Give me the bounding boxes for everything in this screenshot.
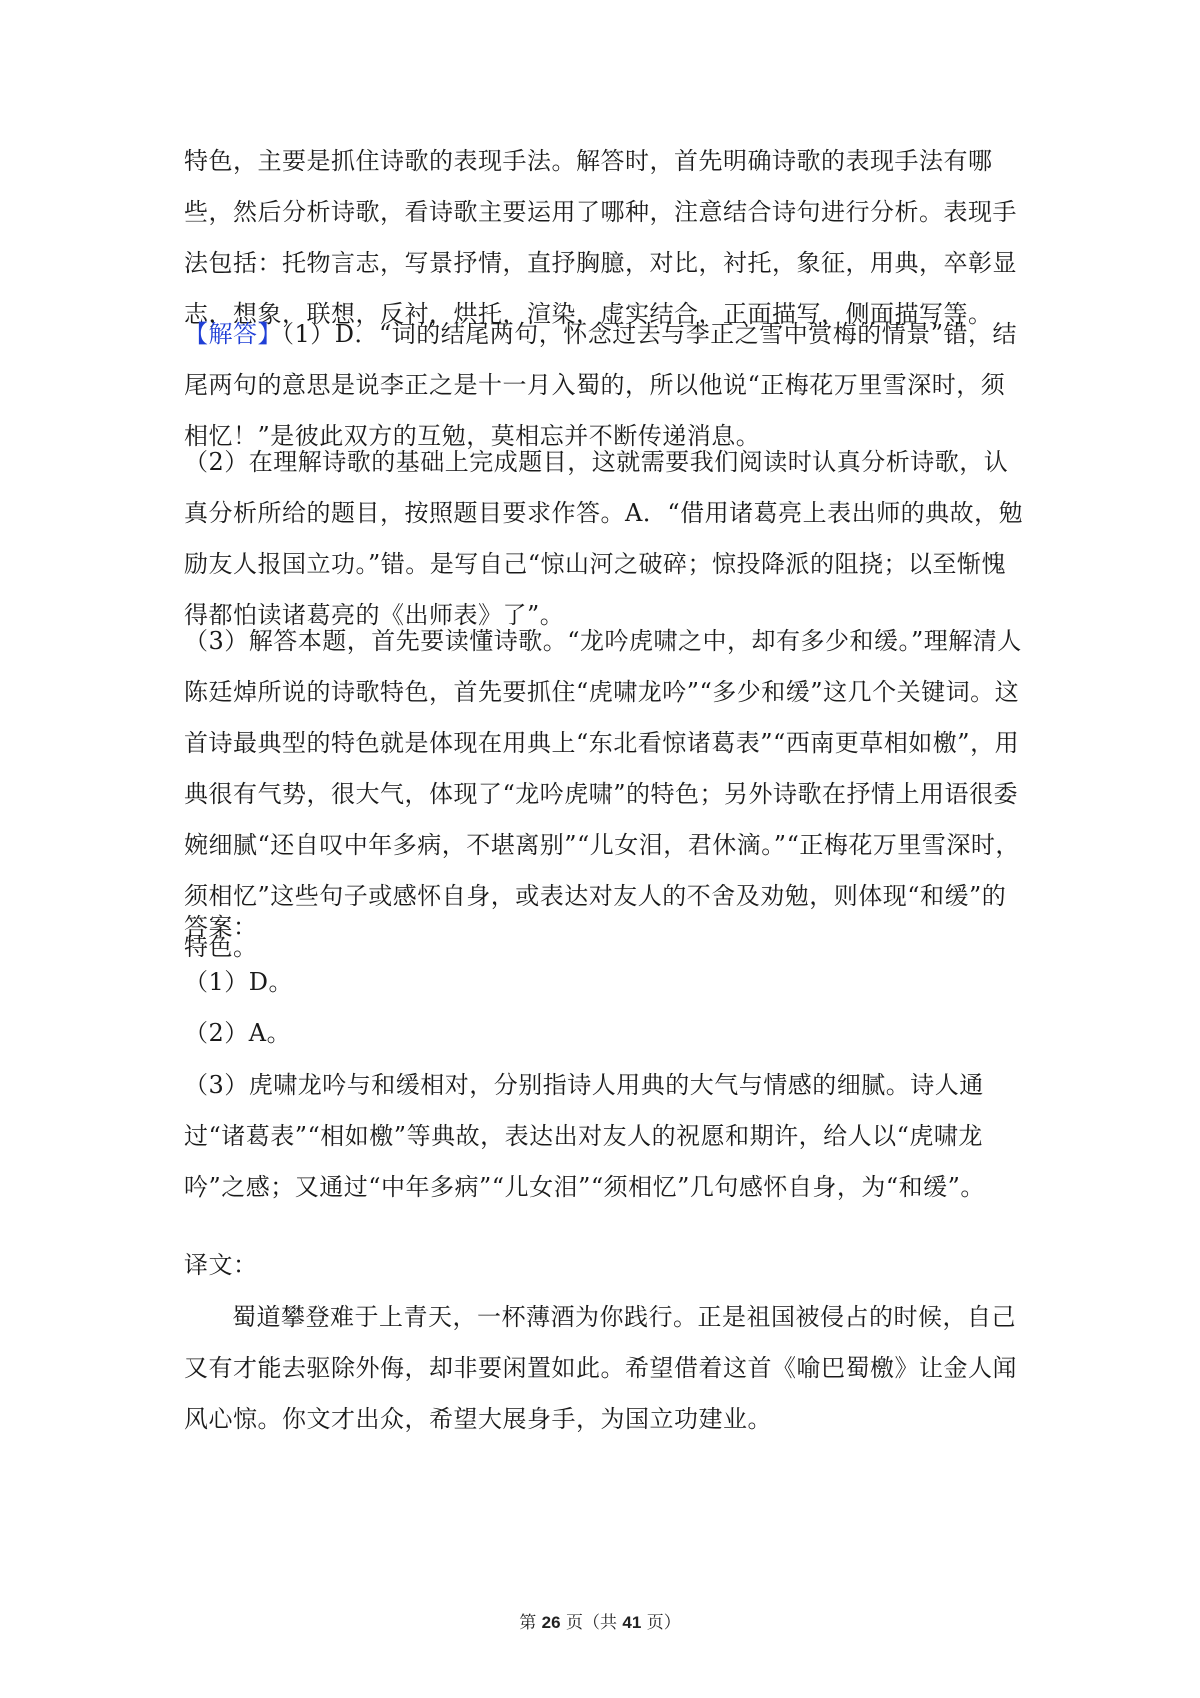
answer-q2: （2）在理解诗歌的基础上完成题目，这就需要我们阅读时认真分析诗歌，认真分析所给的题目，按照题目要求作答。A．“借用诸葛亮上表出师的典故，勉励友人报国立功。”错。是写自己“惊山河之破碎；惊投降派的阻挠；以至惭愧得都怕读诸葛亮的《出师表》了”。 xyxy=(184,448,1024,629)
answer-3: （3）虎啸龙吟与和缓相对，分别指诗人用典的大气与情感的细腻。诗人通过“诸葛表”“相如檄”等典故，表达出对友人的祝愿和期许，给人以“虎啸龙吟”之感；又通过“中年多病”“儿女泪”“须相忆”几句感怀自身，为“和缓”。 xyxy=(184,1071,985,1201)
translation-heading: 译文： xyxy=(184,1251,258,1279)
page-footer xyxy=(0,1608,1200,1633)
analysis-intro: 特色，主要是抓住诗歌的表现手法。解答时，首先明确诗歌的表现手法有哪些，然后分析诗歌，看诗歌主要运用了哪种，注意结合诗句进行分析。表现手法包括：托物言志，写景抒情，直抒胸臆，对比，衬托，象征，用典，卒彰显志，想象，联想，反衬，烘托，渲染，虚实结合，正面描写，侧面描写等。 xyxy=(184,147,1017,328)
footer-suffix: 页） xyxy=(646,1613,681,1633)
footer-total-pages: 41 xyxy=(622,1613,642,1632)
answer-q3: （3）解答本题，首先要读懂诗歌。“龙吟虎啸之中，却有多少和缓。”理解清人陈廷焯所说的诗歌特色，首先要抓住“虎啸龙吟”“多少和缓”这几个关键词。这首诗最典型的特色就是体现在用典上“东北看惊诸葛表”“西南更草相如檄”，用典很有气势，很大气，体现了“龙吟虎啸”的特色；另外诗歌在抒情上用语很委婉细腻“还自叹中年多病，不堪离别”“儿女泪，君休滴。”“正梅花万里雪深时，须相忆”这些句子或感怀自身，或表达对友人的不舍及劝勉，则体现“和缓”的特色。 xyxy=(184,627,1022,961)
translation-text: 蜀道攀登难于上青天，一杯薄酒为你践行。正是祖国被侵占的时候，自己又有才能去驱除外侮，却非要闲置如此。希望借着这首《喻巴蜀檄》让金人闻风心惊。你文才出众，希望大展身手，为国立功建业。 xyxy=(184,1303,1017,1433)
footer-prefix: 第 xyxy=(519,1613,537,1633)
answer-2: （2）A。 xyxy=(184,1019,292,1047)
answer-q1-text: （1）D．“词的结尾两句，怀念过去与李正之雪中赏梅的情景”错，结尾两句的意思是说李正之是十一月入蜀的，所以他说“正梅花万里雪深时，须相忆！”是彼此双方的互勉，莫相忘并不断传递消息。 xyxy=(184,320,1018,450)
answer-1: （1）D。 xyxy=(184,968,294,996)
answer-tag: 【解答】 xyxy=(184,320,282,348)
footer-middle: 页（共 xyxy=(566,1613,617,1633)
answers-heading: 答案： xyxy=(184,913,258,941)
footer-page-number: 26 xyxy=(541,1613,561,1632)
